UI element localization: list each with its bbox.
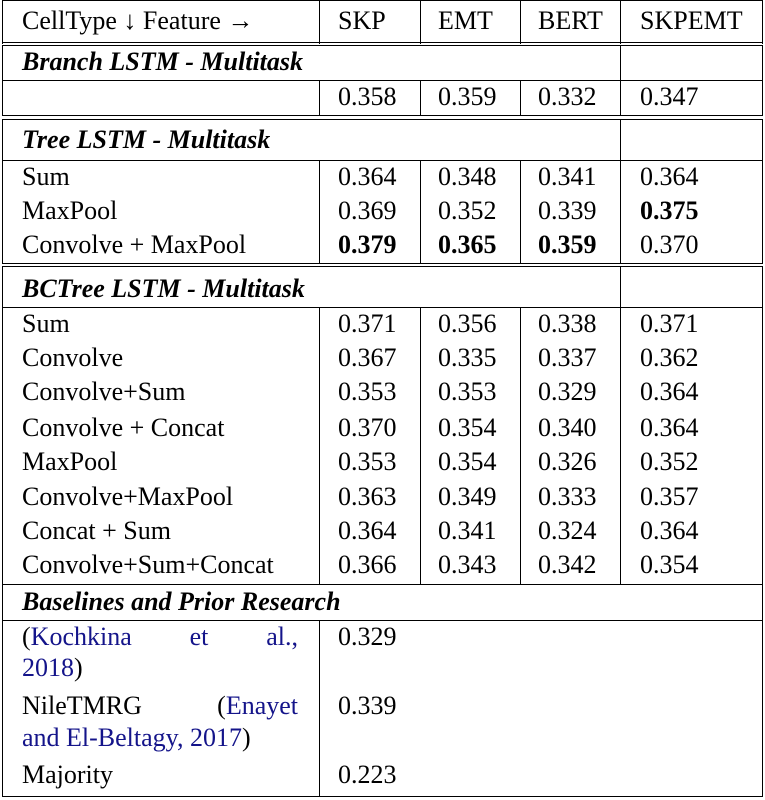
table-cell-bert: 0.340: [538, 413, 597, 442]
horizontal-rule: [2, 119, 763, 120]
citation-link-kochkina[interactable]: Kochkina et al.,: [30, 622, 298, 651]
table-cell-skp: 0.367: [338, 343, 397, 372]
vertical-rule: [319, 160, 320, 263]
row-label: Sum: [22, 162, 70, 191]
horizontal-rule: [2, 263, 763, 264]
table-cell-skpemt: 0.370: [640, 230, 699, 259]
horizontal-rule: [2, 307, 763, 308]
table-cell-skpemt: 0.371: [640, 309, 699, 338]
vertical-rule: [319, 307, 320, 584]
table-cell-skp: 0.369: [338, 196, 397, 225]
table-cell-bert: 0.359: [538, 230, 597, 259]
column-header-emt: EMT: [438, 6, 493, 35]
table-cell-skpemt: 0.364: [640, 377, 699, 406]
table-cell-skpemt: 0.354: [640, 550, 699, 579]
table-cell-bert: 0.333: [538, 482, 597, 511]
vertical-rule: [520, 160, 521, 263]
table-cell-emt: 0.356: [438, 309, 497, 338]
baseline-niletmrg-skp: 0.339: [338, 691, 397, 720]
row-label: MaxPool: [22, 196, 118, 225]
horizontal-rule: [2, 796, 763, 797]
citation-link-enayet[interactable]: Enayet: [225, 691, 298, 720]
row-label: Convolve + Concat: [22, 413, 225, 442]
baseline-kochkina-skp: 0.329: [338, 622, 397, 651]
table-cell-emt: 0.365: [438, 230, 497, 259]
vertical-rule: [762, 266, 763, 584]
vertical-rule: [420, 0, 421, 44]
table-cell-emt: 0.343: [438, 550, 497, 579]
horizontal-rule: [2, 45, 763, 46]
vertical-rule: [520, 0, 521, 44]
vertical-rule: [620, 119, 621, 160]
table-cell-bert: 0.342: [538, 550, 597, 579]
column-header-skp: SKP: [338, 6, 386, 35]
row-label: Convolve+Sum+Concat: [22, 550, 274, 579]
horizontal-rule: [2, 115, 763, 116]
vertical-rule: [319, 620, 320, 797]
baseline-kochkina-label: [22, 622, 298, 652]
column-header-skpemt: SKPEMT: [640, 6, 743, 35]
vertical-rule: [420, 307, 421, 584]
vertical-rule: [319, 0, 320, 44]
vertical-rule: [620, 307, 621, 584]
citation-link-enayet-rest[interactable]: and El-Beltagy, 2017: [22, 723, 242, 752]
vertical-rule: [2, 0, 3, 44]
paren: (: [217, 691, 226, 720]
table-cell-skpemt: 0.347: [640, 82, 699, 111]
table-cell-skp: 0.379: [338, 230, 397, 259]
paren: ): [241, 723, 251, 752]
horizontal-rule: [2, 42, 763, 43]
paren: ): [74, 653, 83, 682]
column-header-bert: BERT: [538, 6, 603, 35]
table-cell-skp: 0.366: [338, 550, 397, 579]
table-cell-bert: 0.337: [538, 343, 597, 372]
table-cell-skp: 0.364: [338, 516, 397, 545]
section-title: Tree LSTM - Multitask: [22, 125, 271, 154]
horizontal-rule: [2, 266, 763, 267]
header-corner: CellType ↓ Feature →: [22, 6, 254, 35]
section-title: BCTree LSTM - Multitask: [22, 274, 305, 303]
table-cell-emt: 0.352: [438, 196, 497, 225]
table-cell-emt: 0.349: [438, 482, 497, 511]
table-cell-emt: 0.354: [438, 413, 497, 442]
table-cell-skp: 0.358: [338, 82, 397, 111]
vertical-rule: [762, 119, 763, 263]
table-cell-skpemt: 0.362: [640, 343, 699, 372]
baseline-kochkina-label-line2: [22, 653, 83, 683]
table-cell-emt: 0.354: [438, 447, 497, 476]
vertical-rule: [620, 160, 621, 263]
baseline-majority-skp: 0.223: [338, 760, 397, 789]
row-label: Convolve+MaxPool: [22, 482, 234, 511]
horizontal-rule: [2, 80, 763, 81]
table-cell-emt: 0.359: [438, 82, 497, 111]
vertical-rule: [762, 0, 763, 44]
table-cell-skp: 0.353: [338, 447, 397, 476]
table-cell-emt: 0.353: [438, 377, 497, 406]
vertical-rule: [420, 80, 421, 115]
vertical-rule: [520, 80, 521, 115]
vertical-rule: [620, 0, 621, 44]
row-label: Sum: [22, 309, 70, 338]
table-cell-emt: 0.341: [438, 516, 497, 545]
table-cell-bert: 0.324: [538, 516, 597, 545]
vertical-rule: [319, 80, 320, 115]
vertical-rule: [520, 307, 521, 584]
row-label: Convolve + MaxPool: [22, 230, 247, 259]
table-cell-skpemt: 0.352: [640, 447, 699, 476]
table-cell-bert: 0.341: [538, 162, 597, 191]
vertical-rule: [2, 584, 3, 797]
baseline-majority-label: Majority: [22, 760, 113, 789]
vertical-rule: [420, 160, 421, 263]
table-cell-skpemt: 0.364: [640, 162, 699, 191]
baseline-niletmrg-label-line2: [22, 723, 251, 753]
table-cell-emt: 0.348: [438, 162, 497, 191]
vertical-rule: [762, 584, 763, 797]
table-cell-bert: 0.332: [538, 82, 597, 111]
table-cell-skp: 0.371: [338, 309, 397, 338]
table-cell-emt: 0.335: [438, 343, 497, 372]
table-cell-skp: 0.363: [338, 482, 397, 511]
vertical-rule: [620, 45, 621, 80]
table-cell-bert: 0.338: [538, 309, 597, 338]
baseline-name: NileTMRG: [22, 691, 142, 720]
horizontal-rule: [2, 0, 763, 1]
vertical-rule: [2, 119, 3, 263]
section-title: Branch LSTM - Multitask: [22, 47, 304, 76]
horizontal-rule: [2, 584, 763, 585]
table-cell-skpemt: 0.357: [640, 482, 699, 511]
table-cell-skpemt: 0.364: [640, 516, 699, 545]
row-label: Convolve: [22, 343, 124, 372]
vertical-rule: [620, 266, 621, 307]
table-cell-skp: 0.364: [338, 162, 397, 191]
citation-link-kochkina-year[interactable]: 2018: [22, 653, 74, 682]
table-cell-bert: 0.329: [538, 377, 597, 406]
horizontal-rule: [2, 620, 763, 621]
table-cell-skp: 0.353: [338, 377, 397, 406]
table-cell-bert: 0.326: [538, 447, 597, 476]
table-cell-skpemt: 0.375: [640, 196, 699, 225]
table-cell-skp: 0.370: [338, 413, 397, 442]
section-title-baselines: Baselines and Prior Research: [22, 587, 341, 616]
row-label: Concat + Sum: [22, 516, 171, 545]
row-label: MaxPool: [22, 447, 118, 476]
vertical-rule: [620, 80, 621, 115]
paren: (: [22, 622, 31, 651]
table-cell-skpemt: 0.364: [640, 413, 699, 442]
vertical-rule: [2, 266, 3, 584]
baseline-niletmrg-label: [22, 691, 298, 721]
table-cell-bert: 0.339: [538, 196, 597, 225]
row-label: Convolve+Sum: [22, 377, 186, 406]
horizontal-rule: [2, 160, 763, 161]
